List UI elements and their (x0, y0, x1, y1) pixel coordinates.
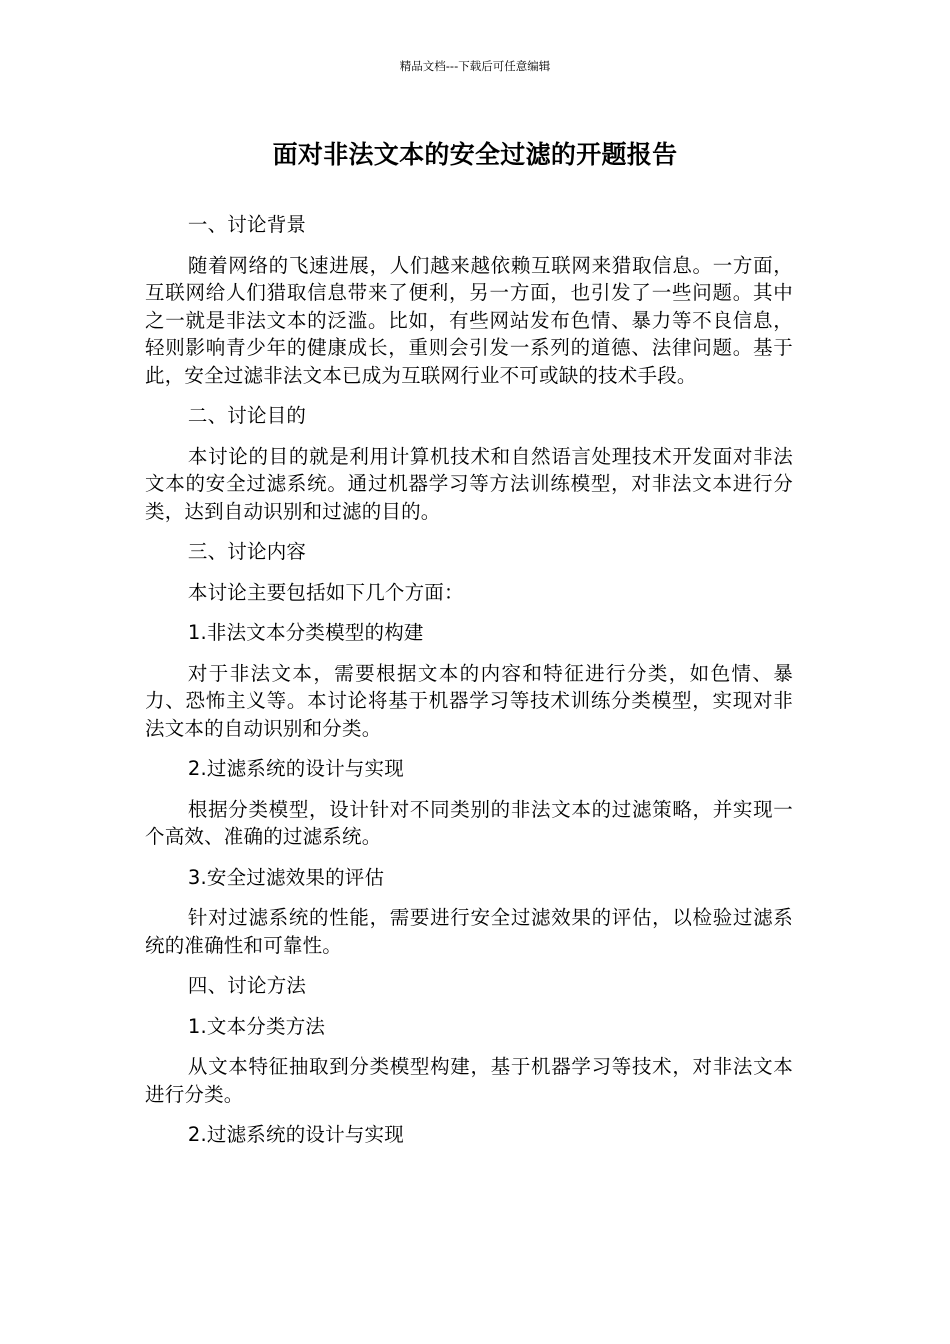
section-heading-method: 四、讨论方法 (187, 974, 307, 997)
paragraph-filter-system: 根据分类模型，设计针对不同类别的非法文本的过滤策略，并实现一个高效、准确的过滤系统。 (145, 797, 793, 848)
subheading-text-classification-method: 1.文本分类方法 (187, 1014, 326, 1038)
subheading-evaluation: 3.安全过滤效果的评估 (187, 865, 385, 889)
section-heading-content: 三、讨论内容 (187, 540, 307, 563)
paragraph-classification-model: 对于非法文本，需要根据文本的内容和特征进行分类，如色情、暴力、恐怖主义等。本讨论将基于机器学习等技术训练分类模型，实现对非法文本的自动识别和分类。 (145, 661, 793, 740)
section-heading-purpose: 二、讨论目的 (187, 404, 307, 427)
page-header: 精品文档---下载后可任意编辑 (399, 59, 551, 73)
subheading-classification-model: 1.非法文本分类模型的构建 (187, 621, 424, 644)
paragraph-evaluation: 针对过滤系统的性能，需要进行安全过滤效果的评估，以检验过滤系统的准确性和可靠性。 (145, 906, 793, 957)
paragraph-content-intro: 本讨论主要包括如下几个方面： (187, 580, 464, 604)
subheading-filter-system: 2.过滤系统的设计与实现 (187, 757, 404, 780)
section-heading-background: 一、讨论背景 (187, 213, 307, 236)
document-body (145, 211, 793, 1162)
subheading-filter-system-design: 2.过滤系统的设计与实现 (187, 1123, 404, 1146)
document-title: 面对非法文本的安全过滤的开题报告 (272, 140, 678, 169)
paragraph-purpose: 本讨论的目的就是利用计算机技术和自然语言处理技术开发面对非法文本的安全过滤系统。通过机器学习等方法训练模型，对非法文本进行分类，达到自动识别和过滤的目的。 (145, 444, 793, 523)
paragraph-background: 随着网络的飞速进展，人们越来越依赖互联网来猎取信息。一方面，互联网给人们猎取信息带来了便利，另一方面，也引发了一些问题。其中之一就是非法文本的泛滥。比如，有些网站发布色情、暴力等不良信息，轻则影响青少年的健康成长，重则会引发一系列的道德、法律问题。基于此，安全过滤非法文本已成为互联网行业不可或缺的技术手段。 (145, 253, 793, 387)
paragraph-text-classification-method: 从文本特征抽取到分类模型构建，基于机器学习等技术，对非法文本进行分类。 (145, 1055, 793, 1106)
